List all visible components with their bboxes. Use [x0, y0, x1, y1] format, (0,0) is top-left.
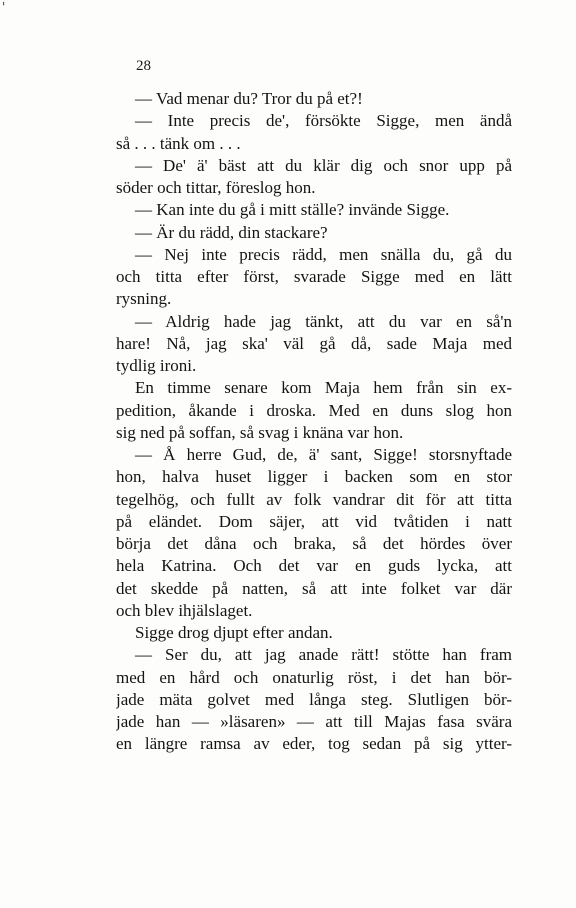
body-text [116, 88, 512, 756]
text-line: Sigge drog djupt efter andan. [135, 623, 333, 642]
text-line: så . . . tänk om . . . [116, 133, 241, 153]
edge-mark: ' [2, 0, 6, 14]
text-line: hela Katrina. Och det var en guds lycka, att [116, 556, 512, 576]
text-line: med en hård och onaturlig röst, i det han bör- [116, 667, 512, 687]
text-line: börja det dåna och braka, så det hördes över [116, 534, 512, 553]
text-line: en längre ramsa av eder, tog sedan på sig ytter- [116, 734, 512, 754]
text-line: — Vad menar du? Tror du på et?! [135, 89, 363, 108]
text-line: hare! Nå, jag ska' väl gå då, sade Maja med [116, 333, 512, 353]
text-line: på eländet. Dom säjer, att vid tvåtiden i natt [116, 511, 512, 531]
text-line: — Å herre Gud, de, ä' sant, Sigge! storsnyftade [135, 445, 512, 464]
page-number: 28 [136, 58, 151, 74]
text-line: söder och tittar, föreslog hon. [116, 178, 316, 197]
text-line: hon, halva huset ligger i backen som en stor [116, 467, 512, 487]
text-line: jade mäta golvet med långa steg. Slutligen bör- [116, 689, 512, 709]
text-line: tydlig ironi. [116, 356, 197, 375]
text-line: rysning. [116, 289, 172, 309]
text-line: — Kan inte du gå i mitt ställe? invände Sigge. [135, 200, 450, 220]
text-line: — De' ä' bäst att du klär dig och snor upp på [135, 155, 512, 175]
text-line: — Är du rädd, din stackare? [135, 222, 328, 242]
text-line: sig ned på soffan, så svag i knäna var hon. [116, 422, 404, 442]
text-line: det skedde på natten, så att inte folket var där [116, 578, 512, 598]
text-line: och blev ihjälslaget. [116, 600, 253, 620]
text-line: — Aldrig hade jag tänkt, att du var en så'n [135, 311, 512, 331]
text-line: — Inte precis de', försökte Sigge, men ändå [135, 111, 512, 131]
text-line: En timme senare kom Maja hem från sin ex- [135, 378, 512, 398]
text-line: pedition, åkande i droska. Med en duns slog hon [116, 400, 512, 420]
text-line: jade han — »läsaren» — att till Majas fasa svära [116, 712, 512, 731]
text-line: och titta efter först, svarade Sigge med en lätt [116, 267, 512, 286]
text-line: — Nej inte precis rädd, men snälla du, gå du [135, 244, 512, 264]
text-line: tegelhög, och fullt av folk vandrar dit för att titta [116, 489, 512, 509]
text-line: — Ser du, att jag anade rätt! stötte han fram [135, 645, 512, 665]
